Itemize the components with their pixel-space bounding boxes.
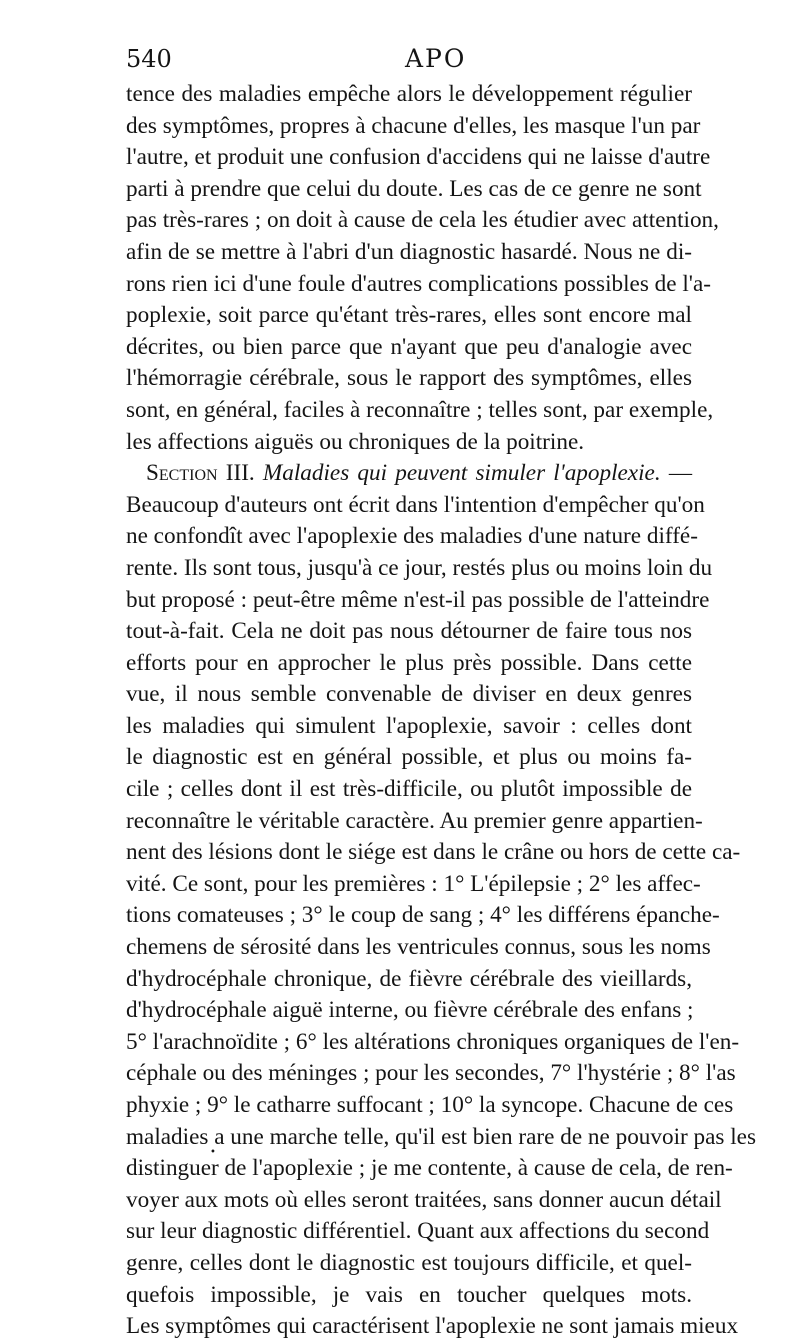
section-title: Maladies qui peuvent simuler l'apoplexie. xyxy=(262,460,661,487)
text-line: cile ; celles dont il est très-difficile, ou plutôt impossible de xyxy=(126,776,692,803)
text-line: voyer aux mots où elles seront traitées, sans donner aucun détail xyxy=(126,1186,722,1213)
text-line: tout-à-fait. Cela ne doit pas nous détourner de faire tous nos xyxy=(126,618,692,645)
text-line: nent des lésions dont le siége est dans le crâne ou hors de cette ca- xyxy=(126,839,741,866)
text-line: Beaucoup d'auteurs ont écrit dans l'intention d'empêcher qu'on xyxy=(126,491,705,518)
text-line: 5° l'arachnoïdite ; 6° les altérations chroniques organiques de l'en- xyxy=(126,1028,740,1055)
text-line: reconnaître le véritable caractère. Au premier genre appartien- xyxy=(126,807,703,834)
text-line: chemens de sérosité dans les ventricules connus, sous les noms xyxy=(126,934,711,961)
page-header xyxy=(126,40,686,78)
text-line: céphale ou des méninges ; pour les secondes, 7° l'hystérie ; 8° l'as xyxy=(126,1060,736,1087)
text-line: genre, celles dont le diagnostic est toujours difficile, et quel- xyxy=(126,1249,692,1276)
text-line: l'hémorragie cérébrale, sous le rapport des symptômes, elles xyxy=(126,365,692,392)
text-line: d'hydrocéphale chronique, de fièvre cérébrale des vieillards, xyxy=(126,965,692,992)
section-heading-line xyxy=(126,458,692,490)
section-label: Section III. xyxy=(146,460,255,487)
text-line: rente. Ils sont tous, jusqu'à ce jour, restés plus ou moins loin du xyxy=(126,554,713,581)
text-line: d'hydrocéphale aiguë interne, ou fièvre cérébrale des enfans ; xyxy=(126,997,694,1024)
text-line: quefois impossible, je vais en toucher quelques mots. xyxy=(126,1281,692,1308)
text-line: rons rien ici d'une foule d'autres complications possibles de l'a- xyxy=(126,270,711,297)
text-line: les affections aiguës ou chroniques de la poitrine. xyxy=(126,428,585,455)
text-line: afin de se mettre à l'abri d'un diagnostic hasardé. Nous ne di- xyxy=(126,238,692,265)
text-line: poplexie, soit parce qu'étant très-rares, elles sont encore mal xyxy=(126,302,692,329)
text-line: vité. Ce sont, pour les premières : 1° L'épilepsie ; 2° les affec- xyxy=(126,870,701,897)
text-line: efforts pour en approcher le plus près possible. Dans cette xyxy=(126,649,692,676)
end-mark: • xyxy=(210,1147,216,1158)
page-number: 540 xyxy=(126,45,172,73)
text-line: but proposé : peut-être même n'est-il pas possible de l'atteindre xyxy=(126,586,710,613)
text-line: phyxie ; 9° le catharre suffocant ; 10° la syncope. Chacune de ces xyxy=(126,1092,734,1118)
paragraph-2 xyxy=(126,458,757,1311)
running-head: APO xyxy=(405,44,467,73)
paragraph-3 xyxy=(126,1311,739,1343)
text-line: Les symptômes qui caractérisent l'apoplexie ne sont jamais mieux xyxy=(126,1313,739,1340)
text-line: ne confondît avec l'apoplexie des maladies d'une nature diffé- xyxy=(126,523,698,550)
text-line: décrites, ou bien parce que n'ayant que peu d'analogie avec xyxy=(126,333,692,360)
section-dash: — xyxy=(668,460,693,487)
text-line: maladies a une marche telle, qu'il est bien rare de ne pouvoir pas les xyxy=(126,1123,757,1150)
text-line: sont, en général, faciles à reconnaître ; telles sont, par exemple, xyxy=(126,396,714,423)
text-line: le diagnostic est en général possible, et plus ou moins fa- xyxy=(126,744,692,771)
paragraph-1 xyxy=(126,79,719,458)
text-line: les maladies qui simulent l'apoplexie, savoir : celles dont xyxy=(126,712,692,739)
text-line: sur leur diagnostic différentiel. Quant aux affections du second xyxy=(126,1218,710,1245)
text-line: pas très-rares ; on doit à cause de cela les étudier avec attention, xyxy=(126,207,719,234)
text-line: des symptômes, propres à chacune d'elles, les masque l'un par xyxy=(126,112,701,139)
text-line: parti à prendre que celui du doute. Les cas de ce genre ne sont xyxy=(126,175,702,202)
text-line: l'autre, et produit une confusion d'accidens qui ne laisse d'autre xyxy=(126,144,711,171)
text-line: tence des maladies empêche alors le développement régulier xyxy=(126,81,692,107)
text-line: tions comateuses ; 3° le coup de sang ; 4° les différens épanche- xyxy=(126,902,720,929)
text-line: distinguer de l'apoplexie ; je me contente, à cause de cela, de ren- xyxy=(126,1155,733,1182)
text-line: vue, il nous semble convenable de diviser en deux genres xyxy=(126,681,692,708)
